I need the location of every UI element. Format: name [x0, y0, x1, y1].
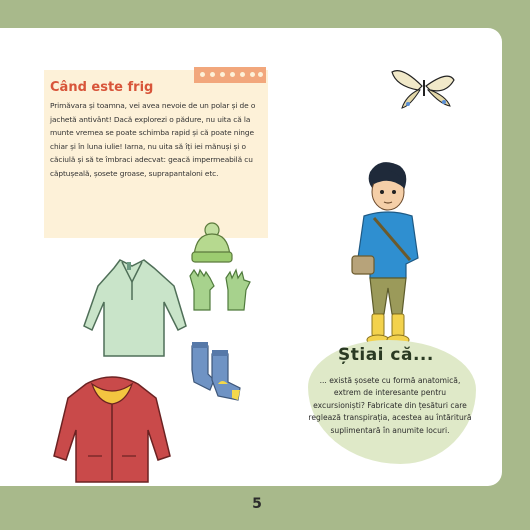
- socks-icon: [188, 340, 248, 404]
- red-jacket-icon: [52, 372, 172, 484]
- card-title: Când este frig: [50, 80, 154, 95]
- gloves-icon: [186, 266, 256, 314]
- card-body: Primăvara și toamna, vei avea nevoie de un polar și de o jachetă antivânt! Dacă explorezi o pădure, nu uita că la munte vremea se poate schimba rapid și că poate ninge chiar și în luna iulie! Iarna, nu uita să îți iei mănuși și o căciulă și să te îmbraci adecvat: geacă impermeabilă cu căptușeală, șosete groase, suprapantaloni etc.: [50, 101, 256, 178]
- card-tape-decoration: [194, 67, 266, 83]
- knit-hat-icon: [190, 222, 234, 266]
- boy-hiker-icon: [340, 158, 436, 348]
- did-you-know-title: Știai că...: [338, 345, 434, 365]
- butterfly-icon: [392, 66, 456, 110]
- page-number: 5: [252, 496, 262, 512]
- fleece-sweater-icon: [82, 256, 192, 366]
- did-you-know-text: ... există șosete cu formă anatomică, extrem de interesante pentru excursioniști? Fabricate din țesături care reglează transpirația, acestea au întăritură suplimentară în anumite locuri.: [308, 376, 472, 435]
